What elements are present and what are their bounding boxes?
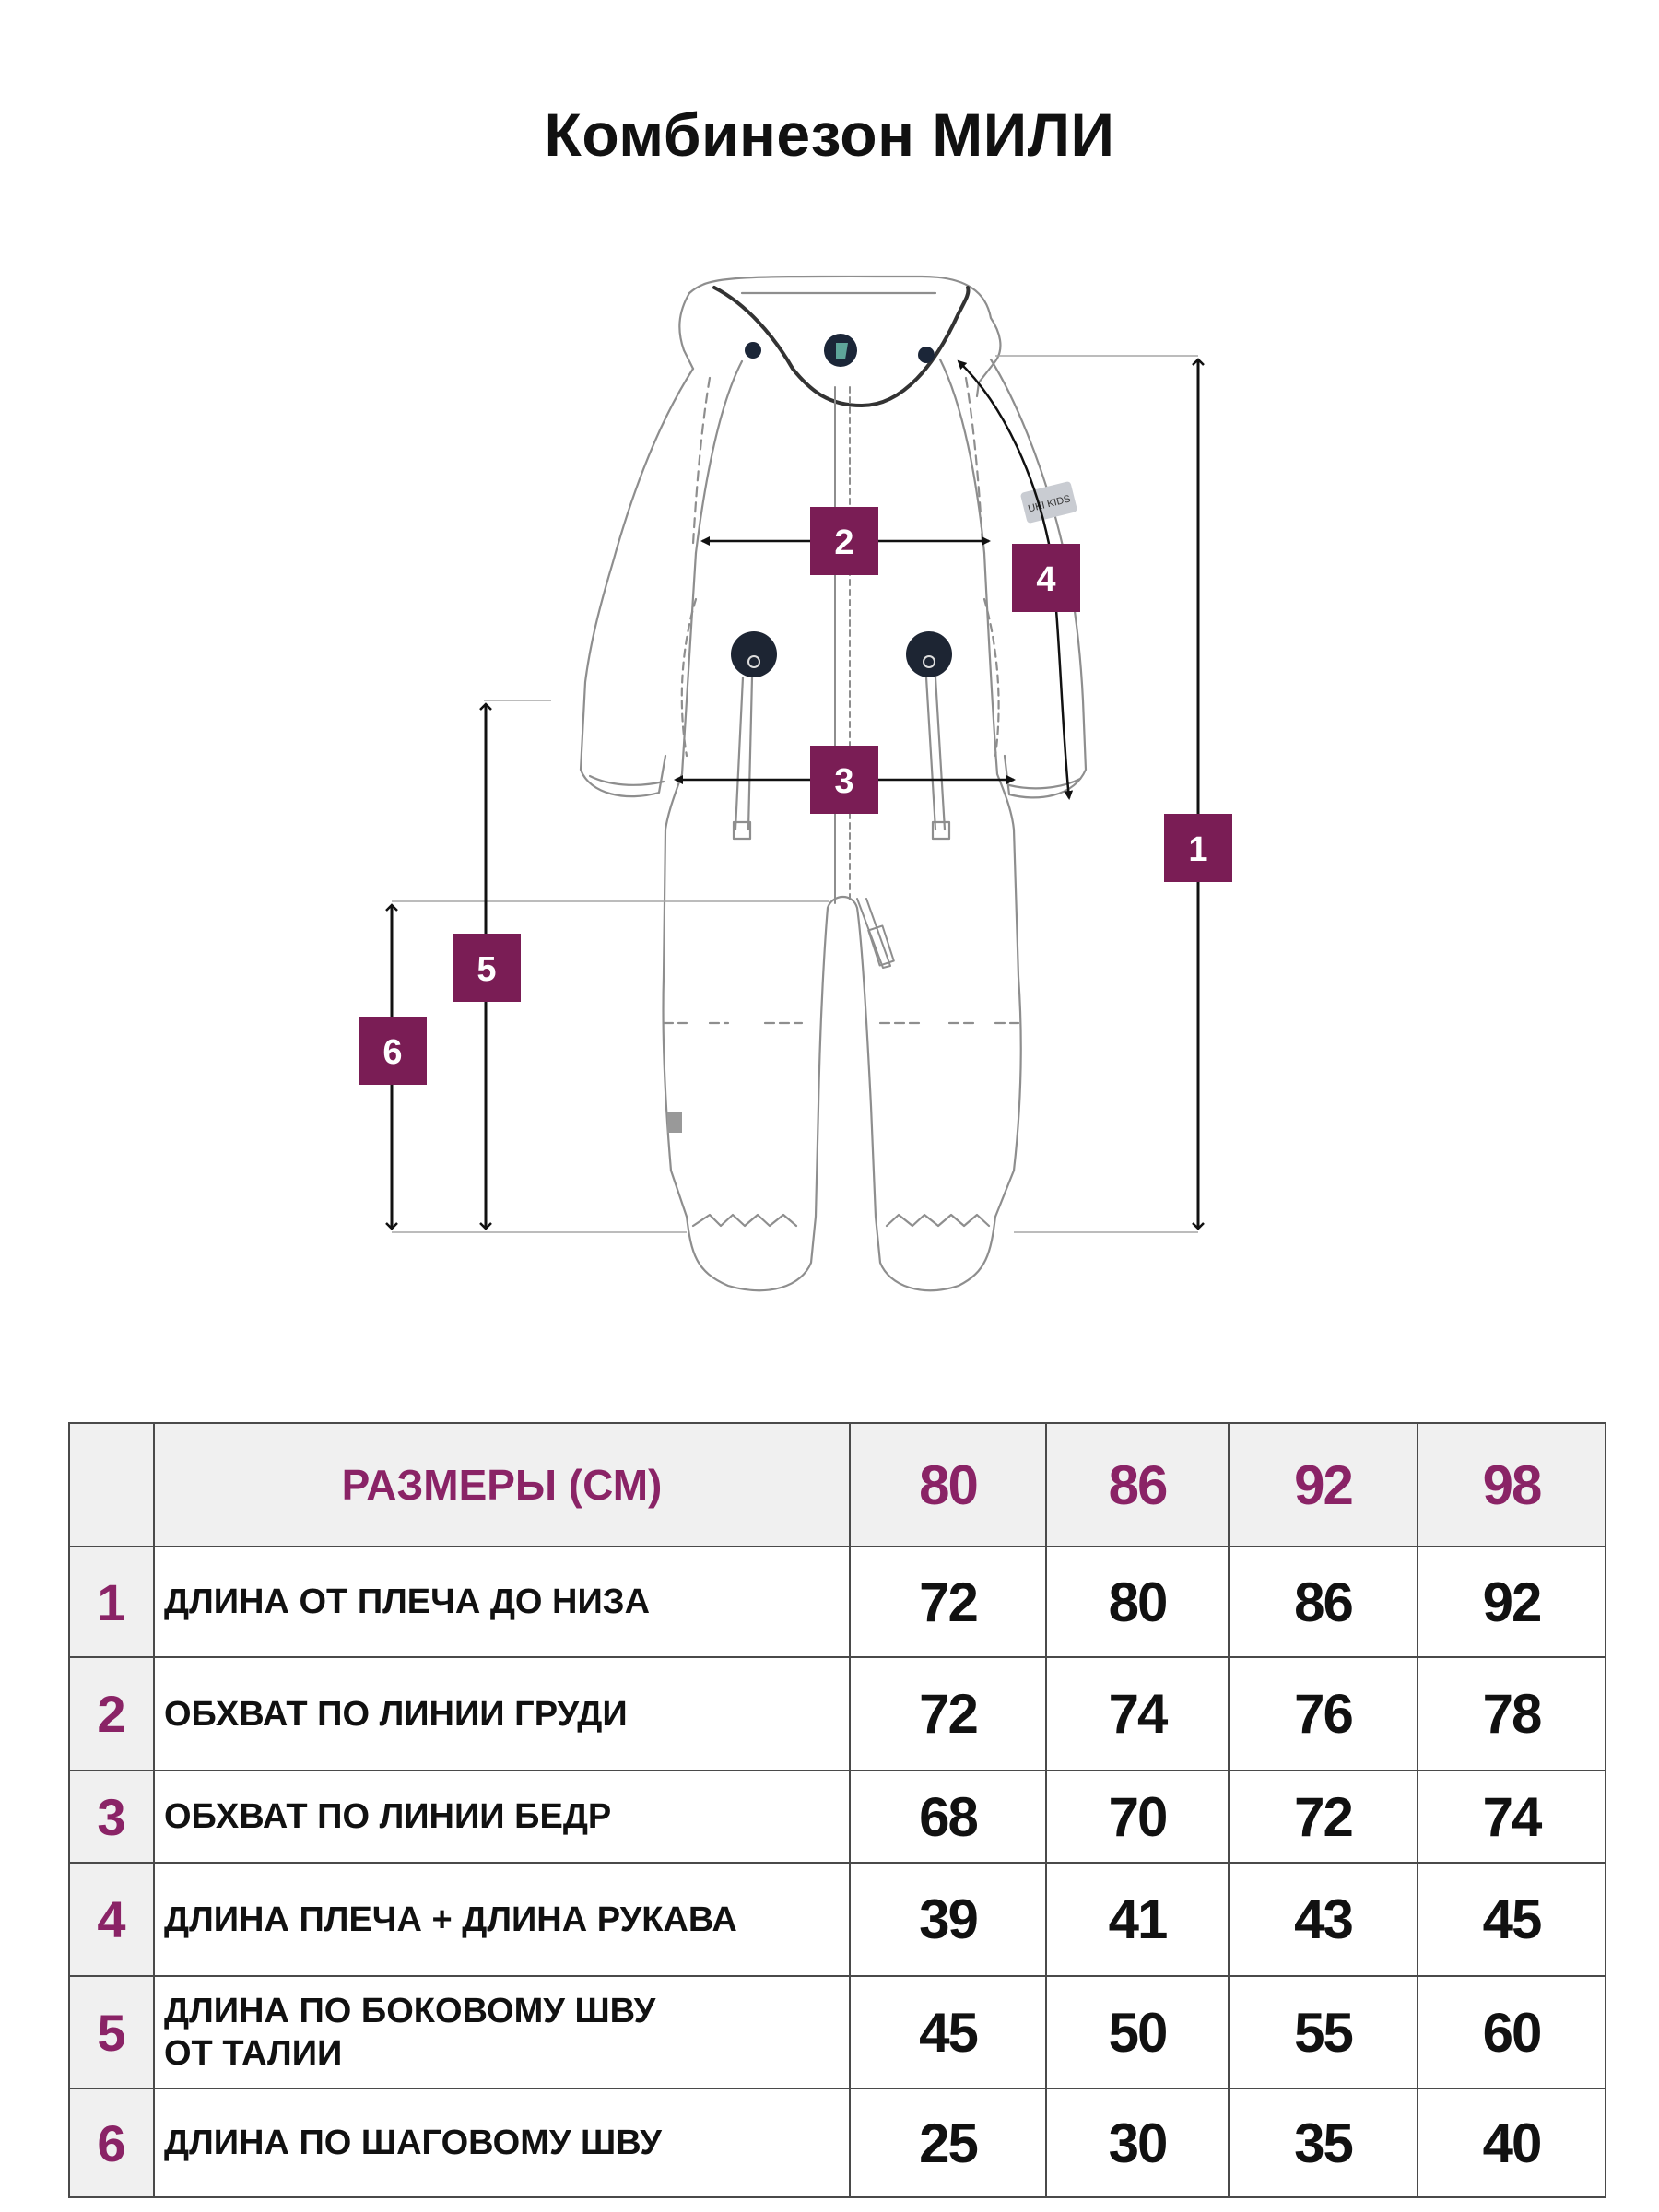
row-value: 72 xyxy=(1229,1771,1418,1863)
row-label: ДЛИНА ПО ШАГОВОМУ ШВУ xyxy=(154,2088,850,2197)
row-value: 74 xyxy=(1418,1771,1606,1863)
row-label xyxy=(154,1976,850,2088)
row-value: 45 xyxy=(850,1976,1046,2088)
row-number: 4 xyxy=(69,1863,154,1976)
row-label-line2: ОТ ТАЛИИ xyxy=(164,2034,343,2073)
table-header-row xyxy=(69,1423,1606,1547)
svg-text:3: 3 xyxy=(834,762,854,801)
header-size-92: 92 xyxy=(1229,1423,1418,1547)
svg-text:2: 2 xyxy=(834,524,854,562)
row-label: ДЛИНА ПЛЕЧА + ДЛИНА РУКАВА xyxy=(154,1863,850,1976)
table-row xyxy=(69,1976,1606,2088)
header-size-98: 98 xyxy=(1418,1423,1606,1547)
row-number: 5 xyxy=(69,1976,154,2088)
row-value: 30 xyxy=(1046,2088,1229,2197)
row-label: ОБХВАТ ПО ЛИНИИ БЕДР xyxy=(154,1771,850,1863)
row-value: 40 xyxy=(1418,2088,1606,2197)
row-value: 43 xyxy=(1229,1863,1418,1976)
row-value: 41 xyxy=(1046,1863,1229,1976)
row-value: 92 xyxy=(1418,1547,1606,1657)
row-number: 3 xyxy=(69,1771,154,1863)
table-row xyxy=(69,1547,1606,1657)
row-value: 80 xyxy=(1046,1547,1229,1657)
row-value: 68 xyxy=(850,1771,1046,1863)
header-size-80: 80 xyxy=(850,1423,1046,1547)
row-label: ОБХВАТ ПО ЛИНИИ ГРУДИ xyxy=(154,1657,850,1771)
svg-text:4: 4 xyxy=(1036,560,1056,599)
row-value: 25 xyxy=(850,2088,1046,2197)
row-label-line1: ДЛИНА ПО БОКОВОМУ ШВУ xyxy=(164,1992,656,2030)
row-value: 45 xyxy=(1418,1863,1606,1976)
svg-text:5: 5 xyxy=(477,950,497,989)
row-value: 50 xyxy=(1046,1976,1229,2088)
header-corner-cell xyxy=(69,1423,154,1547)
row-value: 72 xyxy=(850,1547,1046,1657)
svg-text:6: 6 xyxy=(382,1033,403,1072)
row-number: 6 xyxy=(69,2088,154,2197)
badge-1 xyxy=(1164,814,1232,882)
row-value: 78 xyxy=(1418,1657,1606,1771)
badge-4 xyxy=(1012,544,1080,612)
table-row xyxy=(69,1657,1606,1771)
row-value: 74 xyxy=(1046,1657,1229,1771)
row-value: 35 xyxy=(1229,2088,1418,2197)
header-sizes-label: РАЗМЕРЫ (СМ) xyxy=(154,1423,850,1547)
table-row xyxy=(69,1863,1606,1976)
svg-text:UKI KIDS: UKI KIDS xyxy=(1027,493,1072,515)
row-number: 1 xyxy=(69,1547,154,1657)
row-number: 2 xyxy=(69,1657,154,1771)
badge-3 xyxy=(810,746,878,814)
row-value: 55 xyxy=(1229,1976,1418,2088)
size-chart-table xyxy=(68,1422,1606,2198)
row-label: ДЛИНА ОТ ПЛЕЧА ДО НИЗА xyxy=(154,1547,850,1657)
svg-text:1: 1 xyxy=(1188,830,1208,869)
badge-5 xyxy=(453,934,521,1002)
table-row xyxy=(69,2088,1606,2197)
row-value: 86 xyxy=(1229,1547,1418,1657)
row-value: 72 xyxy=(850,1657,1046,1771)
header-size-86: 86 xyxy=(1046,1423,1229,1547)
row-value: 70 xyxy=(1046,1771,1229,1863)
row-value: 76 xyxy=(1229,1657,1418,1771)
badge-2 xyxy=(810,507,878,575)
row-value: 60 xyxy=(1418,1976,1606,2088)
table-row xyxy=(69,1771,1606,1863)
page-title: Комбинезон МИЛИ xyxy=(544,100,1115,169)
badge-6 xyxy=(359,1017,427,1085)
brand-tag xyxy=(1020,481,1078,524)
row-value: 39 xyxy=(850,1863,1046,1976)
